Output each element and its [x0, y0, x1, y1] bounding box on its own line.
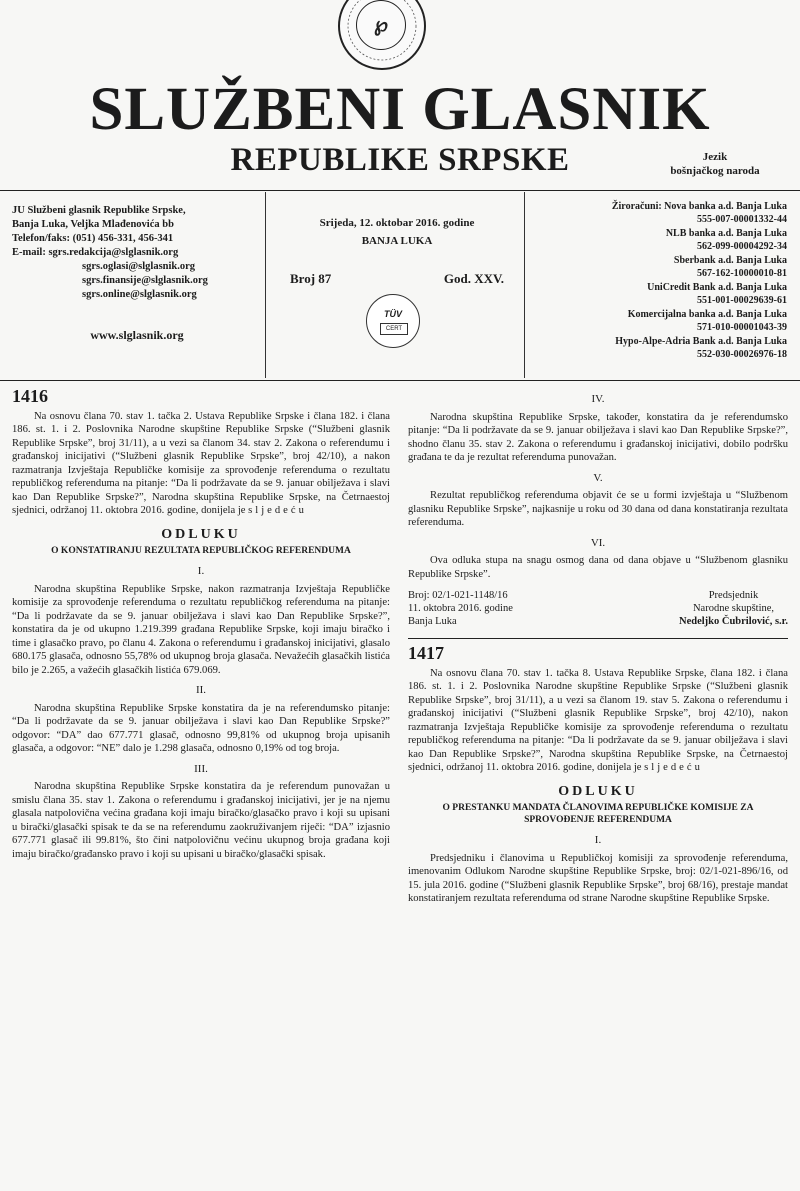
section-number: II. — [195, 684, 207, 696]
header-divider-left — [265, 192, 266, 378]
certification-badge: TÜV CERT — [366, 294, 420, 348]
section-text: Ova odluka stupa na snagu osmog dana od dana objave u “Službenom glasniku Republike Srpske”. — [408, 555, 788, 580]
left-column — [12, 386, 390, 861]
bank-accounts — [532, 200, 787, 362]
decision-heading: O PRESTANKU MANDATA ČLANOVIMA REPUBLIČKE KOMISIJE ZA SPROVOĐENJE REFERENDUMA — [442, 803, 754, 825]
signatory-title: Narodne skupštine, — [692, 603, 775, 614]
decision-heading: O KONSTATIRANJU REZULTATA REPUBLIČKOG REFERENDUMA — [51, 546, 351, 556]
section-text: Narodna skupština Republike Srpske, također, konstatira da je referendumsko pitanje: “Da li podržavate da se 9. januar obilježava i slavi kao Dan Republike Srpske?”, shodno članu 35. stav 2. Zakona o referendumu i građanskoj inicijativi, dobilo podršku građana te da je rezultat referenduma punovažan. — [408, 411, 788, 463]
signatory-name: Nedeljko Čubrilović, s.r. — [679, 616, 788, 627]
decision-title: ODLUKU — [161, 526, 241, 542]
bank-entry: Žiroračuni: Nova banka a.d. Banja Luka 555-007-00001332-44 — [611, 201, 787, 225]
bank-entry: UniCredit Bank a.d. Banja Luka 551-001-00029639-61 — [647, 282, 787, 306]
section-text: Narodna skupština Republike Srpske konstatira da je referendum punovažan u smislu člana 35. stav 1. Zakona o referendumu i građanskoj inicijativi, jer je na njemu glasala natpolovična većina građana koji imaju biračko/glasačko pravo i koji su upisani u birački/glasački spisak te da se na referendumu zaokruživanjem riječi: “DA” izjasnio 677.771 glasač ili 99.81%, što čini natpolovičnu većinu ukupnog broja građana koji imaju biračko/građansko pravo i koji su upisani u biračko/glasački spisak. — [12, 781, 390, 860]
section-number: IV. — [591, 393, 605, 405]
bank-entry: NLB banka a.d. Banja Luka 562-099-00004292-34 — [665, 228, 787, 252]
section-text: Predsjedniku i članovima u Republičkoj komisiji za sprovođenje referenduma, imenovanim Odlukom Narodne skupštine Republike Srpske, broj: 02/1-021-896/16, od 15. jula 2016. godine (“Službeni glasnik Republike Srpske”, broj 68/16), prestaje mandat konstatiranjem rezultata referenduma od strane Narodne skupštine Republike Srpske. — [408, 852, 788, 904]
issue-number: Broj 87 — [290, 271, 332, 286]
language-note-line2: bošnjačkog naroda — [670, 165, 760, 177]
coat-of-arms-seal — [338, 0, 426, 70]
publisher-website[interactable]: www.slglasnik.org — [90, 328, 184, 342]
signature-block — [408, 589, 788, 628]
signature-place: Banja Luka — [408, 616, 457, 627]
svg-text:℘: ℘ — [374, 14, 388, 36]
document-separator — [408, 638, 788, 639]
preamble: Na osnovu člana 70. stav 1. tačka 8. Ustava Republike Srpske, člana 182. i člana 186. st. 1. i 2. Poslovnika Narodne skupštine Republike Srpske (“Službeni glasnik Republike Srpske”, broj 31/11), a u vezi sa članom 19. stav 5. Zakona o referendumu i građanskoj inicijativi (“Službeni glasnik Republike Srpske”, broj 42/10), nakon razmatranja Izvještaja Republičke komisije za sprovođenje referenduma o rezultatu republičkog referenduma na pitanje: “Da li podržavate da se 9. januar obilježava i slavi kao Dan Republike Srpske?”, Narodna skupština Republike Srpske, na Četrnaestoj sjednici, održanoj 11. oktobra 2016. godine, donijela je sljedeću — [408, 667, 788, 773]
bank-entry: Komercijalna banka a.d. Banja Luka 571-010-00001043-39 — [627, 309, 787, 333]
header-bottom-rule — [0, 380, 800, 381]
document-number: 1416 — [12, 386, 48, 406]
section-number: I. — [197, 565, 205, 577]
publisher-phone: Telefon/faks: (051) 456-331, 456-341 — [12, 233, 174, 244]
document-number: 1417 — [408, 643, 444, 663]
publisher-line: Banja Luka, Veljka Mlađenovića bb — [12, 219, 174, 230]
bank-entry: Hypo-Alpe-Adria Bank a.d. Banja Luka 552-030-00026976-18 — [615, 336, 787, 360]
publisher-email[interactable]: sgrs.online@slglasnik.org — [82, 289, 197, 300]
preamble: Na osnovu člana 70. stav 1. tačka 2. Ustava Republike Srpske i člana 182. i člana 186. st. 1. i 2. Poslovnika Narodne skupštine Republike Srpske (“Službeni glasnik Republike Srpske”, broj 31/11), a u vezi sa članom 34. stav 2. Zakona o referendumu i građanskoj inicijativi (“Službeni glasnik Republike Srpske”, broj 42/10), a nakon razmatranja Izvještaja Republičke komisije za sprovođenje referenduma o rezultatu republičkog referenduma na pitanje: “Da li podržavate da se 9. januar obilježava i slavi kao Dan Republike Srpske?”, Narodna skupština Republike Srpske, na Četrnaestoj sjednici, održanoj 11. oktobra 2016. godine, donijela je sljedeću — [12, 410, 390, 516]
bank-entry: Sberbank a.d. Banja Luka 567-162-10000010-81 — [673, 255, 787, 279]
right-column — [408, 386, 788, 906]
section-number: V. — [593, 471, 603, 484]
decision-title: ODLUKU — [558, 783, 638, 799]
section-text: Narodna skupština Republike Srpske konstatira da je na referendumsko pitanje: “Da li podržavate da se 9. januar obilježava i slavi kao Dan Republike Srpske?” odgovor: “DA” dao 677.771 glasač, odnosno 99,81% od ukupnog broja upisanih glasača, a odgovor: “NE” dalo je 1.298 glasača, odnosno 0,19% od tog broja. — [12, 702, 390, 754]
section-number: VI. — [590, 536, 606, 549]
header-top-rule — [0, 190, 800, 191]
issue-year: God. XXV. — [443, 271, 504, 286]
header-divider-right — [524, 192, 525, 378]
section-number: I. — [594, 834, 602, 846]
masthead-title: SLUŽBENI GLASNIK — [89, 76, 711, 143]
section-number: III. — [194, 762, 208, 775]
issue-city: BANJA LUKA — [361, 235, 433, 247]
reference-number: Broj: 02/1-021-1148/16 — [408, 590, 508, 601]
publisher-email[interactable]: sgrs.oglasi@slglasnik.org — [82, 261, 196, 272]
issue-info — [272, 214, 522, 288]
publisher-email[interactable]: E-mail: sgrs.redakcija@slglasnik.org — [12, 247, 179, 258]
section-text: Rezultat republičkog referenduma objavit će se u formi izvještaja u “Službenom glasniku Republike Srpske”, najkasnije u roku od 30 dana od dana konstatiranja rezultata referenduma. — [408, 490, 788, 528]
publisher-line: JU Službeni glasnik Republike Srpske, — [12, 205, 186, 216]
issue-date: Srijeda, 12. oktobar 2016. godine — [319, 217, 475, 229]
signatory-title: Predsjednik — [708, 590, 759, 601]
language-note — [660, 150, 770, 178]
publisher-info — [12, 204, 262, 342]
publisher-email[interactable]: sgrs.finansije@slglasnik.org — [82, 275, 208, 286]
masthead-subtitle: REPUBLIKE SRPSKE — [230, 142, 570, 178]
signature-date: 11. oktobra 2016. godine — [408, 603, 513, 614]
language-note-line1: Jezik — [702, 151, 728, 163]
section-text: Narodna skupština Republike Srpske, nakon razmatranja Izvještaja Republičke komisije za sprovođenje referenduma o rezultatu republičkog referenduma na pitanje: “Da li podržavate da se 9. januar obilježava i slavi kao Dan Republike Srpske?”, konstatira da je od ukupno 1.219.399 građana Republike Srpske, koji imaju biračko i time i glasačko pravo, po članu 4. Zakona o referendumu i građanskoj inicijativi, glasalo 680.175 glasača, odnosno 55,78% od ukupnog broja glasača. Nevažećih glasačkih listića bilo je 2.265, a važećih glasačkih listića 679.069. — [12, 583, 390, 676]
